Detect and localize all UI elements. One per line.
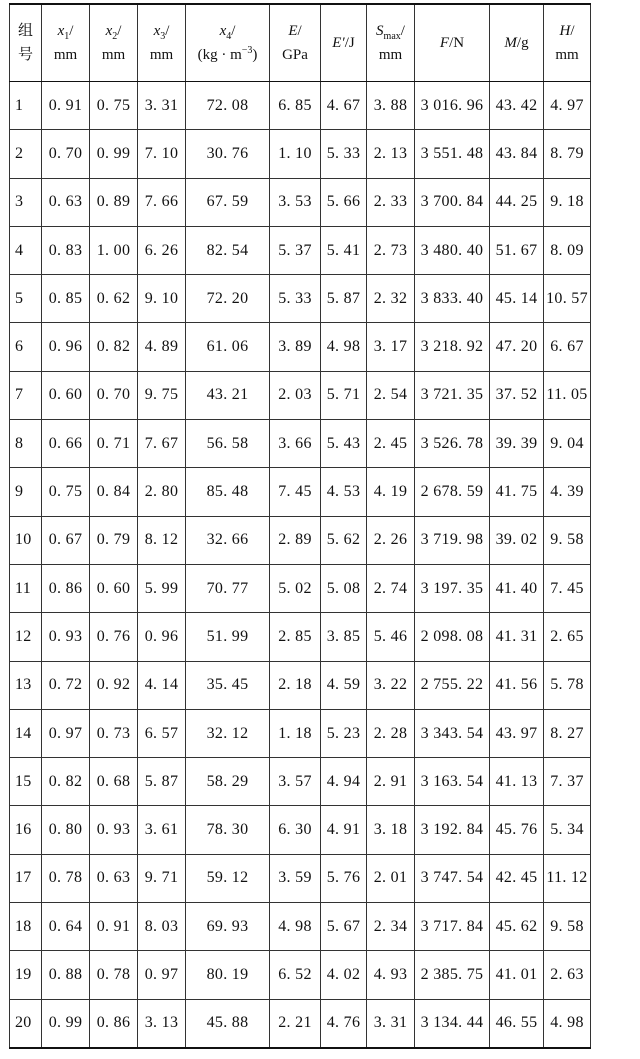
cell-force: 2 678. 59 xyxy=(415,468,490,516)
cell-height: 2. 65 xyxy=(544,613,591,661)
cell-force: 3 480. 40 xyxy=(415,226,490,274)
table-row xyxy=(10,806,591,854)
cell-x2: 0. 86 xyxy=(90,999,138,1048)
cell-height: 9. 04 xyxy=(544,420,591,468)
cell-s-max: 4. 19 xyxy=(367,468,415,516)
cell-x1: 0. 72 xyxy=(42,661,90,709)
cell-e-modulus: 4. 98 xyxy=(270,903,321,951)
cell-height: 8. 09 xyxy=(544,226,591,274)
cell-x4: 72. 20 xyxy=(186,275,270,323)
table-row xyxy=(10,82,591,130)
cell-e-energy: 5. 41 xyxy=(321,226,367,274)
cell-height: 5. 78 xyxy=(544,661,591,709)
cell-s-max: 5. 46 xyxy=(367,613,415,661)
cell-mass: 41. 01 xyxy=(490,951,544,999)
cell-x1: 0. 99 xyxy=(42,999,90,1048)
cell-x2: 0. 93 xyxy=(90,806,138,854)
cell-s-max: 2. 91 xyxy=(367,758,415,806)
header-x3: $x_3/$ mm xyxy=(138,4,186,82)
cell-x3: 7. 10 xyxy=(138,130,186,178)
cell-mass: 41. 40 xyxy=(490,564,544,612)
cell-x1: 0. 70 xyxy=(42,130,90,178)
cell-x4: 70. 77 xyxy=(186,564,270,612)
header-x4: $x_4/$ $(kg \cdot m^{-3})$ xyxy=(186,4,270,82)
cell-mass: 43. 84 xyxy=(490,130,544,178)
table-row xyxy=(10,903,591,951)
cell-e-energy: 4. 59 xyxy=(321,661,367,709)
cell-e-energy: 3. 85 xyxy=(321,613,367,661)
table-row xyxy=(10,371,591,419)
cell-e-energy: 4. 53 xyxy=(321,468,367,516)
cell-x1: 0. 60 xyxy=(42,371,90,419)
cell-mass: 51. 67 xyxy=(490,226,544,274)
cell-group-no: 8 xyxy=(10,420,42,468)
cell-x1: 0. 96 xyxy=(42,323,90,371)
cell-s-max: 2. 01 xyxy=(367,854,415,902)
cell-e-modulus: 2. 85 xyxy=(270,613,321,661)
cell-x2: 1. 00 xyxy=(90,226,138,274)
cell-force: 2 755. 22 xyxy=(415,661,490,709)
cell-force: 3 163. 54 xyxy=(415,758,490,806)
cell-x4: 69. 93 xyxy=(186,903,270,951)
cell-height: 6. 67 xyxy=(544,323,591,371)
cell-height: 4. 97 xyxy=(544,82,591,130)
cell-x4: 43. 21 xyxy=(186,371,270,419)
cell-x2: 0. 84 xyxy=(90,468,138,516)
cell-height: 10. 57 xyxy=(544,275,591,323)
cell-height: 8. 27 xyxy=(544,709,591,757)
cell-x3: 4. 89 xyxy=(138,323,186,371)
cell-x4: 32. 12 xyxy=(186,709,270,757)
cell-x3: 9. 75 xyxy=(138,371,186,419)
cell-e-modulus: 3. 66 xyxy=(270,420,321,468)
cell-x1: 0. 83 xyxy=(42,226,90,274)
cell-x4: 45. 88 xyxy=(186,999,270,1048)
cell-x3: 6. 57 xyxy=(138,709,186,757)
cell-force: 3 747. 54 xyxy=(415,854,490,902)
cell-force: 3 721. 35 xyxy=(415,371,490,419)
cell-x2: 0. 89 xyxy=(90,178,138,226)
cell-mass: 44. 25 xyxy=(490,178,544,226)
cell-force: 3 343. 54 xyxy=(415,709,490,757)
cell-s-max: 4. 93 xyxy=(367,951,415,999)
cell-x2: 0. 79 xyxy=(90,516,138,564)
cell-x4: 82. 54 xyxy=(186,226,270,274)
header-x1: $x_1/$ mm xyxy=(42,4,90,82)
cell-s-max: 2. 26 xyxy=(367,516,415,564)
cell-mass: 47. 20 xyxy=(490,323,544,371)
data-table-container xyxy=(9,3,590,1049)
cell-x4: 85. 48 xyxy=(186,468,270,516)
cell-group-no: 11 xyxy=(10,564,42,612)
cell-e-modulus: 2. 89 xyxy=(270,516,321,564)
cell-e-modulus: 6. 85 xyxy=(270,82,321,130)
cell-x4: 35. 45 xyxy=(186,661,270,709)
cell-e-energy: 5. 66 xyxy=(321,178,367,226)
header-s-max: $S_{max}/$ mm xyxy=(367,4,415,82)
table-row xyxy=(10,226,591,274)
cell-x1: 0. 67 xyxy=(42,516,90,564)
cell-s-max: 2. 54 xyxy=(367,371,415,419)
cell-height: 4. 39 xyxy=(544,468,591,516)
cell-group-no: 1 xyxy=(10,82,42,130)
table-row xyxy=(10,951,591,999)
cell-height: 9. 58 xyxy=(544,903,591,951)
cell-mass: 39. 39 xyxy=(490,420,544,468)
cell-x3: 0. 97 xyxy=(138,951,186,999)
cell-x2: 0. 62 xyxy=(90,275,138,323)
cell-x2: 0. 60 xyxy=(90,564,138,612)
cell-x4: 80. 19 xyxy=(186,951,270,999)
cell-group-no: 17 xyxy=(10,854,42,902)
cell-e-modulus: 3. 89 xyxy=(270,323,321,371)
cell-height: 9. 18 xyxy=(544,178,591,226)
header-mass: M/g xyxy=(490,4,544,82)
table-row xyxy=(10,516,591,564)
cell-x3: 5. 99 xyxy=(138,564,186,612)
cell-mass: 45. 14 xyxy=(490,275,544,323)
cell-e-energy: 5. 71 xyxy=(321,371,367,419)
cell-s-max: 2. 13 xyxy=(367,130,415,178)
cell-x3: 9. 10 xyxy=(138,275,186,323)
cell-e-energy: 4. 67 xyxy=(321,82,367,130)
cell-group-no: 12 xyxy=(10,613,42,661)
cell-x2: 0. 75 xyxy=(90,82,138,130)
cell-force: 3 526. 78 xyxy=(415,420,490,468)
cell-force: 3 218. 92 xyxy=(415,323,490,371)
cell-x1: 0. 88 xyxy=(42,951,90,999)
cell-mass: 41. 13 xyxy=(490,758,544,806)
cell-group-no: 7 xyxy=(10,371,42,419)
cell-force: 3 833. 40 xyxy=(415,275,490,323)
cell-group-no: 20 xyxy=(10,999,42,1048)
cell-x1: 0. 85 xyxy=(42,275,90,323)
cell-force: 3 197. 35 xyxy=(415,564,490,612)
cell-e-energy: 5. 62 xyxy=(321,516,367,564)
cell-x4: 67. 59 xyxy=(186,178,270,226)
cell-height: 11. 12 xyxy=(544,854,591,902)
cell-x4: 58. 29 xyxy=(186,758,270,806)
cell-s-max: 3. 17 xyxy=(367,323,415,371)
cell-x3: 6. 26 xyxy=(138,226,186,274)
table-row xyxy=(10,613,591,661)
cell-x1: 0. 97 xyxy=(42,709,90,757)
cell-height: 2. 63 xyxy=(544,951,591,999)
cell-x3: 7. 66 xyxy=(138,178,186,226)
cell-x2: 0. 70 xyxy=(90,371,138,419)
cell-force: 3 717. 84 xyxy=(415,903,490,951)
cell-force: 3 134. 44 xyxy=(415,999,490,1048)
cell-force: 3 016. 96 xyxy=(415,82,490,130)
table-row xyxy=(10,709,591,757)
cell-group-no: 5 xyxy=(10,275,42,323)
cell-x2: 0. 73 xyxy=(90,709,138,757)
cell-x1: 0. 86 xyxy=(42,564,90,612)
cell-height: 9. 58 xyxy=(544,516,591,564)
cell-mass: 39. 02 xyxy=(490,516,544,564)
header-e-modulus: E/ GPa xyxy=(270,4,321,82)
table-row xyxy=(10,275,591,323)
cell-x3: 9. 71 xyxy=(138,854,186,902)
cell-group-no: 4 xyxy=(10,226,42,274)
cell-mass: 46. 55 xyxy=(490,999,544,1048)
cell-s-max: 3. 88 xyxy=(367,82,415,130)
cell-group-no: 6 xyxy=(10,323,42,371)
cell-x2: 0. 91 xyxy=(90,903,138,951)
cell-mass: 41. 31 xyxy=(490,613,544,661)
table-row xyxy=(10,999,591,1048)
cell-e-modulus: 5. 37 xyxy=(270,226,321,274)
cell-x2: 0. 92 xyxy=(90,661,138,709)
cell-x1: 0. 82 xyxy=(42,758,90,806)
cell-x1: 0. 78 xyxy=(42,854,90,902)
cell-x2: 0. 82 xyxy=(90,323,138,371)
cell-height: 7. 37 xyxy=(544,758,591,806)
cell-e-modulus: 1. 18 xyxy=(270,709,321,757)
cell-x1: 0. 80 xyxy=(42,806,90,854)
table-body xyxy=(10,82,591,1048)
cell-group-no: 3 xyxy=(10,178,42,226)
table-row xyxy=(10,130,591,178)
experiment-data-table xyxy=(9,3,591,1049)
cell-height: 11. 05 xyxy=(544,371,591,419)
cell-mass: 41. 75 xyxy=(490,468,544,516)
cell-e-energy: 4. 76 xyxy=(321,999,367,1048)
cell-mass: 41. 56 xyxy=(490,661,544,709)
cell-e-energy: 4. 98 xyxy=(321,323,367,371)
cell-x2: 0. 76 xyxy=(90,613,138,661)
cell-x3: 7. 67 xyxy=(138,420,186,468)
cell-e-modulus: 2. 18 xyxy=(270,661,321,709)
cell-mass: 43. 42 xyxy=(490,82,544,130)
cell-x3: 3. 13 xyxy=(138,999,186,1048)
cell-group-no: 9 xyxy=(10,468,42,516)
cell-e-modulus: 7. 45 xyxy=(270,468,321,516)
cell-s-max: 2. 45 xyxy=(367,420,415,468)
cell-force: 3 719. 98 xyxy=(415,516,490,564)
table-row xyxy=(10,323,591,371)
header-e-energy: E′/J xyxy=(321,4,367,82)
cell-force: 3 700. 84 xyxy=(415,178,490,226)
cell-group-no: 16 xyxy=(10,806,42,854)
cell-x3: 3. 61 xyxy=(138,806,186,854)
cell-height: 5. 34 xyxy=(544,806,591,854)
cell-group-no: 13 xyxy=(10,661,42,709)
cell-mass: 45. 62 xyxy=(490,903,544,951)
table-row xyxy=(10,854,591,902)
table-row xyxy=(10,178,591,226)
cell-group-no: 2 xyxy=(10,130,42,178)
cell-x4: 56. 58 xyxy=(186,420,270,468)
cell-s-max: 2. 34 xyxy=(367,903,415,951)
cell-force: 2 385. 75 xyxy=(415,951,490,999)
cell-x3: 8. 12 xyxy=(138,516,186,564)
cell-x4: 59. 12 xyxy=(186,854,270,902)
cell-x3: 3. 31 xyxy=(138,82,186,130)
cell-s-max: 3. 22 xyxy=(367,661,415,709)
cell-e-modulus: 6. 30 xyxy=(270,806,321,854)
cell-x3: 8. 03 xyxy=(138,903,186,951)
cell-e-energy: 5. 23 xyxy=(321,709,367,757)
cell-x4: 72. 08 xyxy=(186,82,270,130)
cell-x1: 0. 91 xyxy=(42,82,90,130)
cell-x3: 5. 87 xyxy=(138,758,186,806)
header-group-no: 组 号 xyxy=(10,4,42,82)
cell-e-energy: 5. 33 xyxy=(321,130,367,178)
cell-mass: 42. 45 xyxy=(490,854,544,902)
table-row xyxy=(10,564,591,612)
cell-x4: 51. 99 xyxy=(186,613,270,661)
cell-x1: 0. 93 xyxy=(42,613,90,661)
table-row xyxy=(10,758,591,806)
cell-x3: 2. 80 xyxy=(138,468,186,516)
cell-e-energy: 5. 43 xyxy=(321,420,367,468)
cell-mass: 37. 52 xyxy=(490,371,544,419)
cell-e-modulus: 3. 59 xyxy=(270,854,321,902)
cell-e-modulus: 3. 57 xyxy=(270,758,321,806)
cell-e-modulus: 3. 53 xyxy=(270,178,321,226)
cell-mass: 45. 76 xyxy=(490,806,544,854)
cell-x2: 0. 71 xyxy=(90,420,138,468)
cell-e-energy: 5. 08 xyxy=(321,564,367,612)
cell-e-energy: 5. 67 xyxy=(321,903,367,951)
cell-x3: 4. 14 xyxy=(138,661,186,709)
cell-x2: 0. 68 xyxy=(90,758,138,806)
header-force: F/N xyxy=(415,4,490,82)
header-height: H/ mm xyxy=(544,4,591,82)
cell-group-no: 19 xyxy=(10,951,42,999)
cell-group-no: 14 xyxy=(10,709,42,757)
cell-s-max: 2. 28 xyxy=(367,709,415,757)
cell-mass: 43. 97 xyxy=(490,709,544,757)
cell-x1: 0. 63 xyxy=(42,178,90,226)
cell-force: 3 192. 84 xyxy=(415,806,490,854)
table-row xyxy=(10,468,591,516)
cell-e-modulus: 1. 10 xyxy=(270,130,321,178)
cell-e-energy: 4. 91 xyxy=(321,806,367,854)
cell-group-no: 15 xyxy=(10,758,42,806)
cell-s-max: 2. 33 xyxy=(367,178,415,226)
cell-x1: 0. 66 xyxy=(42,420,90,468)
cell-e-modulus: 2. 03 xyxy=(270,371,321,419)
cell-e-modulus: 5. 02 xyxy=(270,564,321,612)
cell-x4: 78. 30 xyxy=(186,806,270,854)
cell-x4: 30. 76 xyxy=(186,130,270,178)
cell-x2: 0. 78 xyxy=(90,951,138,999)
cell-e-energy: 4. 02 xyxy=(321,951,367,999)
table-row xyxy=(10,661,591,709)
cell-e-energy: 4. 94 xyxy=(321,758,367,806)
table-row xyxy=(10,420,591,468)
cell-x2: 0. 63 xyxy=(90,854,138,902)
cell-x4: 32. 66 xyxy=(186,516,270,564)
cell-group-no: 10 xyxy=(10,516,42,564)
cell-x1: 0. 64 xyxy=(42,903,90,951)
cell-e-energy: 5. 76 xyxy=(321,854,367,902)
cell-height: 4. 98 xyxy=(544,999,591,1048)
cell-height: 7. 45 xyxy=(544,564,591,612)
cell-e-modulus: 2. 21 xyxy=(270,999,321,1048)
cell-e-modulus: 6. 52 xyxy=(270,951,321,999)
cell-x3: 0. 96 xyxy=(138,613,186,661)
cell-force: 2 098. 08 xyxy=(415,613,490,661)
cell-group-no: 18 xyxy=(10,903,42,951)
cell-e-modulus: 5. 33 xyxy=(270,275,321,323)
cell-s-max: 2. 74 xyxy=(367,564,415,612)
cell-s-max: 3. 18 xyxy=(367,806,415,854)
cell-force: 3 551. 48 xyxy=(415,130,490,178)
header-x2: $x_2/$ mm xyxy=(90,4,138,82)
cell-s-max: 2. 32 xyxy=(367,275,415,323)
cell-e-energy: 5. 87 xyxy=(321,275,367,323)
cell-x1: 0. 75 xyxy=(42,468,90,516)
cell-x4: 61. 06 xyxy=(186,323,270,371)
cell-height: 8. 79 xyxy=(544,130,591,178)
cell-s-max: 2. 73 xyxy=(367,226,415,274)
cell-x2: 0. 99 xyxy=(90,130,138,178)
header-row xyxy=(10,4,591,82)
cell-s-max: 3. 31 xyxy=(367,999,415,1048)
